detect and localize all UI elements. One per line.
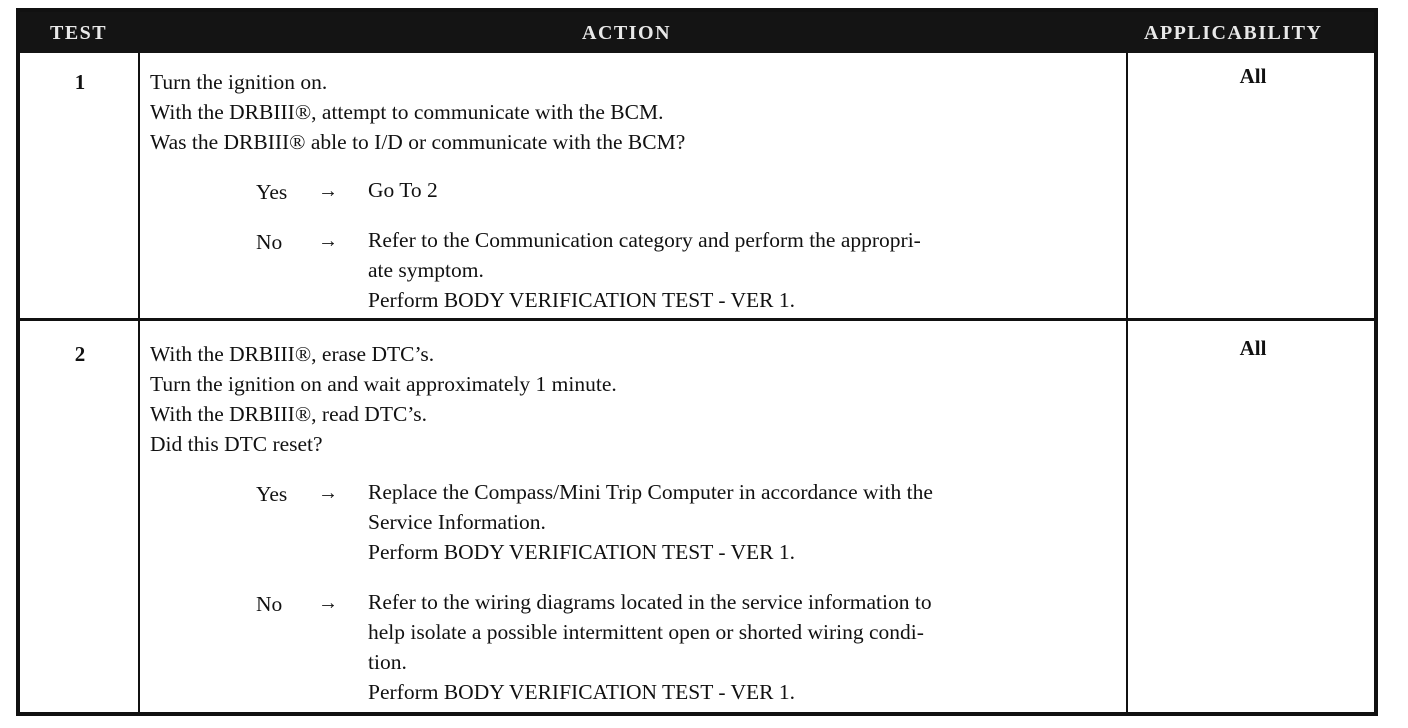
no-result bbox=[368, 587, 1128, 707]
yes-option-label: Yes bbox=[256, 180, 288, 204]
column-divider-test bbox=[138, 53, 140, 712]
result-line: Go To 2 bbox=[368, 178, 438, 202]
result-line: Replace the Compass/Mini Trip Computer in accordance with the bbox=[368, 480, 933, 504]
arrow-icon: → bbox=[318, 592, 338, 614]
row-divider bbox=[20, 318, 1374, 321]
diagnostic-test-table bbox=[16, 8, 1378, 716]
no-option-label: No bbox=[256, 230, 283, 254]
yes-option-label: Yes bbox=[256, 482, 288, 506]
applicability-value: All bbox=[1239, 64, 1267, 88]
header-action: ACTION bbox=[582, 22, 672, 44]
step-text: Was the DRBIII® able to I/D or communicate with the BCM? bbox=[150, 130, 686, 154]
header-applicability: APPLICABILITY bbox=[1144, 22, 1323, 44]
arrow-icon: → bbox=[318, 482, 338, 504]
no-result bbox=[368, 225, 1128, 315]
result-line: Perform BODY VERIFICATION TEST - VER 1. bbox=[368, 680, 796, 704]
result-line: tion. bbox=[368, 650, 407, 674]
result-line: help isolate a possible intermittent open or shorted wiring condi- bbox=[368, 620, 924, 644]
arrow-icon: → bbox=[318, 230, 338, 252]
result-line: Refer to the Communication category and perform the appropri- bbox=[368, 228, 921, 252]
result-line: Perform BODY VERIFICATION TEST - VER 1. bbox=[368, 288, 796, 312]
step-text: With the DRBIII®, attempt to communicate with the BCM. bbox=[150, 100, 664, 124]
applicability-value: All bbox=[1239, 336, 1267, 360]
step-text: With the DRBIII®, erase DTC’s. bbox=[150, 342, 435, 366]
table-header bbox=[20, 12, 1374, 53]
yes-result bbox=[368, 477, 1128, 567]
step-text: Turn the ignition on. bbox=[150, 70, 328, 94]
result-line: ate symptom. bbox=[368, 258, 484, 282]
test-number: 2 bbox=[74, 342, 86, 366]
yes-result bbox=[368, 175, 1128, 205]
step-text: With the DRBIII®, read DTC’s. bbox=[150, 402, 428, 426]
header-test: TEST bbox=[50, 22, 108, 44]
step-text: Turn the ignition on and wait approximately 1 minute. bbox=[150, 372, 617, 396]
no-option-label: No bbox=[256, 592, 283, 616]
result-line: Service Information. bbox=[368, 510, 546, 534]
arrow-icon: → bbox=[318, 180, 338, 202]
result-line: Perform BODY VERIFICATION TEST - VER 1. bbox=[368, 540, 796, 564]
result-line: Refer to the wiring diagrams located in the service information to bbox=[368, 590, 932, 614]
step-text: Did this DTC reset? bbox=[150, 432, 323, 456]
test-number: 1 bbox=[74, 70, 86, 94]
